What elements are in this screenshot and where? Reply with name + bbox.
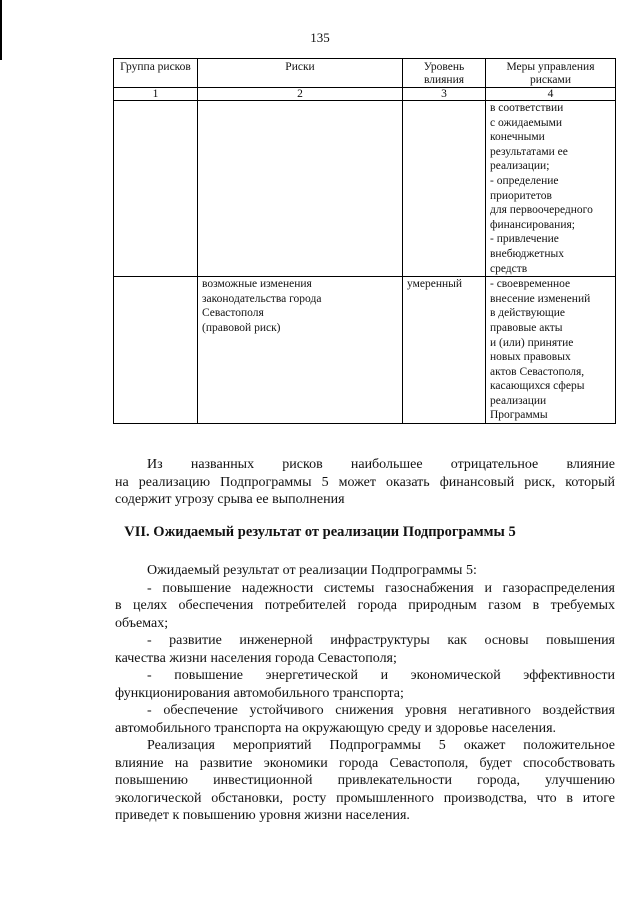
list-item-line: объемах; (115, 615, 169, 631)
cell-measures (486, 101, 616, 277)
measure-line: с ожидаемыми (490, 116, 563, 129)
list-item-line: функционирования автомобильного транспорта; (115, 685, 404, 701)
results-section (115, 562, 615, 825)
cell-risk-group (114, 101, 198, 277)
list-item-line: - обеспечение устойчивого снижения уровня негативного воздействия (147, 703, 615, 718)
measure-line: в соответствии (490, 102, 564, 114)
header-impact-level: Уровень влияния (403, 59, 486, 88)
measure-line: правовые акты (490, 321, 563, 334)
paragraph-line: влияние на развитие экономики города Севастополя, будет способствовать (115, 755, 615, 771)
paragraph-line: Из названных рисков наибольшее отрицательное влияние (147, 457, 615, 472)
paragraph-line: содержит угрозу срыва ее выполнения (115, 492, 345, 507)
risk-line: возможные изменения (202, 278, 312, 291)
measure-line: для первоочередного (490, 204, 593, 217)
list-item-line: - повышение энергетической и экономической эффективности (147, 668, 615, 683)
cell-impact-level: умеренный (403, 277, 486, 424)
risk-line: законодательства города (202, 292, 322, 305)
list-item-line: в целях обеспечения потребителей города природным газом в требуемых (115, 598, 615, 613)
header-risks: Риски (198, 59, 403, 88)
paragraph-line: на реализацию Подпрограммы 5 может оказать финансовый риск, который (115, 474, 615, 490)
risk-line: Севастополя (202, 307, 264, 320)
measure-line: результатами ее (490, 145, 568, 158)
column-number: 4 (486, 88, 616, 101)
measure-line: - определение (490, 174, 559, 187)
list-item-line: автомобильного транспорта на окружающую среду и здоровье населения. (115, 720, 557, 736)
measure-line: и (или) принятие (490, 336, 574, 349)
list-item-line: - развитие инженерной инфраструктуры как основы повышения (147, 633, 615, 648)
measure-line: актов Севастополя, (490, 365, 585, 378)
page-number: 135 (310, 30, 330, 45)
header-risk-measures: Меры управления рисками (486, 59, 616, 88)
measure-line: средств (490, 262, 528, 275)
cell-risk-group (114, 277, 198, 424)
measure-line: конечными (490, 131, 545, 144)
results-intro: Ожидаемый результат от реализации Подпрограммы 5: (147, 563, 477, 578)
measure-line: внесение изменений (490, 292, 591, 305)
measure-line: в действующие (490, 307, 566, 320)
measure-line: финансирования; (490, 218, 575, 231)
column-number: 2 (198, 88, 403, 101)
table-row (114, 101, 616, 277)
measure-line: Программы (490, 409, 548, 422)
paragraph-line: Реализация мероприятий Подпрограммы 5 окажет положительное (147, 738, 615, 753)
table-row (114, 277, 616, 424)
paragraph-line: приведет к повышению уровня жизни населения. (115, 808, 410, 823)
table-header-row (114, 59, 616, 88)
cell-measures (486, 277, 616, 424)
risk-line: (правовой риск) (202, 321, 281, 334)
paragraph-line: повышению инвестиционной привлекательности города, улучшению (115, 773, 615, 788)
measure-line: - привлечение (490, 233, 559, 246)
paragraph-line: экологической обстановки, росту промышленного производства, что в итоге (115, 790, 615, 806)
conclusion-paragraph (115, 456, 615, 509)
list-item-line: - повышение надежности системы газоснабжения и газораспределения (147, 580, 615, 596)
measure-line: касающихся сферы (490, 380, 585, 393)
risk-table (113, 58, 616, 424)
table-column-number-row (114, 88, 616, 101)
measure-line: - своевременное (490, 278, 571, 291)
measure-line: реализации; (490, 160, 550, 173)
list-item-line: качества жизни населения города Севастополя; (115, 650, 397, 666)
cell-impact-level (403, 101, 486, 277)
cell-risk (198, 101, 403, 277)
column-number: 1 (114, 88, 198, 101)
measure-line: новых правовых (490, 351, 571, 364)
measure-line: внебюджетных (490, 247, 564, 260)
header-risk-group: Группа рисков (114, 59, 198, 88)
measure-line: реализации (490, 394, 547, 407)
measure-line: приоритетов (490, 189, 552, 202)
column-number: 3 (403, 88, 486, 101)
cell-risk (198, 277, 403, 424)
section-heading: VII. Ожидаемый результат от реализации Подпрограммы 5 (124, 524, 516, 540)
